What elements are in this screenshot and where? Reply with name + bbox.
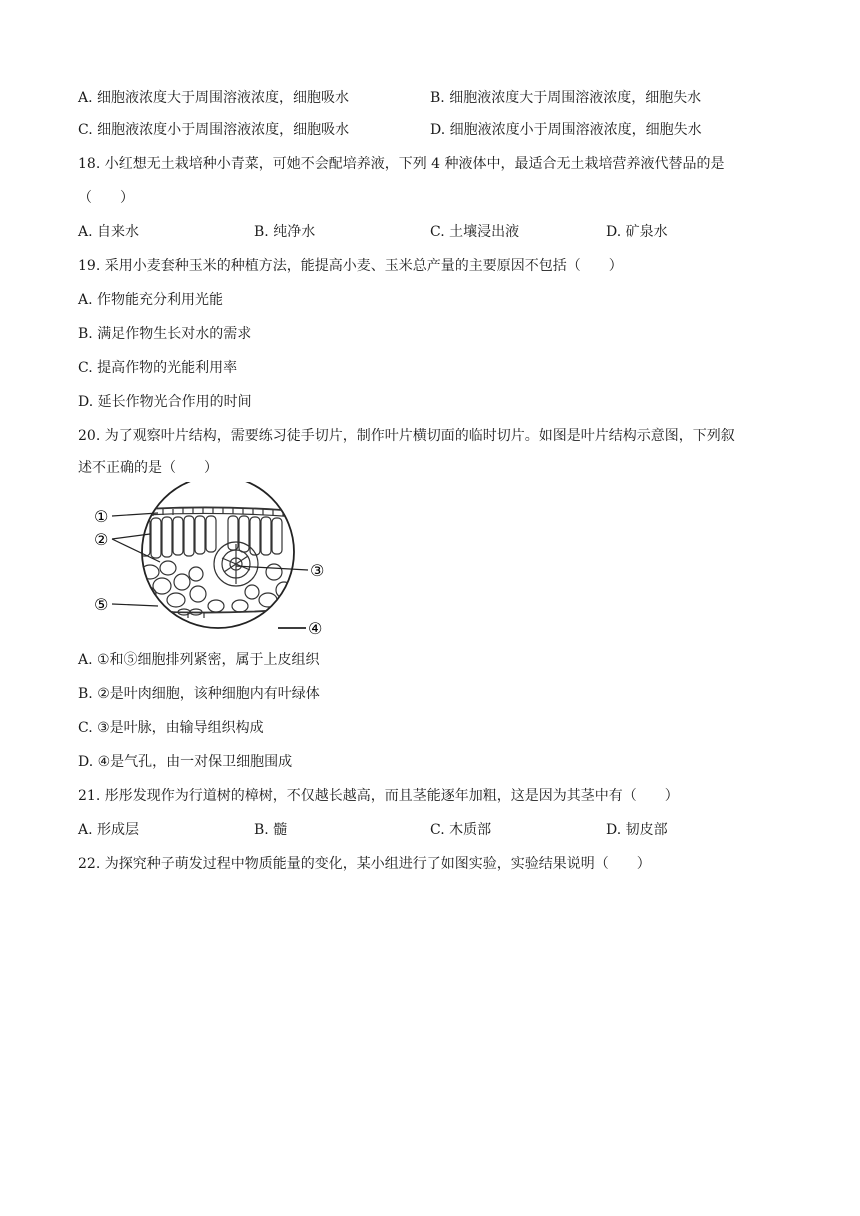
q19-stem: 19. 采用小麦套种玉米的种植方法，能提高小麦、玉米总产量的主要原因不包括（ ） <box>78 258 623 274</box>
q18-option-a: A. 自来水 <box>78 224 140 240</box>
q22-stem: 22. 为探究种子萌发过程中物质能量的变化，某小组进行了如图实验，实验结果说明（ ） <box>78 856 651 872</box>
q20-option-c: C. ③是叶脉，由输导组织构成 <box>78 720 264 736</box>
q21-option-c: C. 木质部 <box>430 822 492 838</box>
q20-stem-line2: 述不正确的是（ ） <box>78 460 218 476</box>
q21-option-b: B. 髓 <box>254 822 288 838</box>
q21-option-d: D. 韧皮部 <box>606 822 668 838</box>
q19-option-b: B. 满足作物生长对水的需求 <box>78 326 252 342</box>
q21-stem: 21. 彤彤发现作为行道树的樟树，不仅越长越高，而且茎能逐年加粗，这是因为其茎中有（ ） <box>78 788 679 804</box>
q18-paren: （ ） <box>78 190 134 206</box>
q17-option-b: B. 细胞液浓度大于周围溶液浓度，细胞失水 <box>430 90 702 106</box>
figure-label-1: ① <box>94 507 109 526</box>
q19-option-c: C. 提高作物的光能利用率 <box>78 360 238 376</box>
leaf-structure-figure <box>88 482 338 640</box>
q20-stem-line1: 20. 为了观察叶片结构，需要练习徒手切片，制作叶片横切面的临时切片。如图是叶片结构示意图，下列叙 <box>78 428 735 444</box>
q17-option-a: A. 细胞液浓度大于周围溶液浓度，细胞吸水 <box>78 90 350 106</box>
q20-option-a: A. ①和⑤细胞排列紧密，属于上皮组织 <box>78 652 320 668</box>
q20-option-b: B. ②是叶肉细胞，该种细胞内有叶绿体 <box>78 686 320 702</box>
q18-option-b: B. 纯净水 <box>254 224 316 240</box>
q19-option-d: D. 延长作物光合作用的时间 <box>78 394 252 410</box>
q19-option-a: A. 作物能充分利用光能 <box>78 292 224 308</box>
figure-label-4: ④ <box>308 619 323 638</box>
q18-option-c: C. 土壤浸出液 <box>430 224 520 240</box>
q18-stem: 18. 小红想无土栽培种小青菜，可她不会配培养液，下列 4 种液体中，最适合无土栽培营养液代替品的是 <box>78 156 725 172</box>
leaf-cross-section-diagram <box>88 482 338 640</box>
figure-label-3: ③ <box>310 561 325 580</box>
q17-option-c: C. 细胞液浓度小于周围溶液浓度，细胞吸水 <box>78 122 350 138</box>
q18-option-d: D. 矿泉水 <box>606 224 668 240</box>
figure-label-5: ⑤ <box>94 595 109 614</box>
figure-label-2: ② <box>94 530 109 549</box>
q17-option-d: D. 细胞液浓度小于周围溶液浓度，细胞失水 <box>430 122 702 138</box>
q20-option-d: D. ④是气孔，由一对保卫细胞围成 <box>78 754 293 770</box>
q21-option-a: A. 形成层 <box>78 822 140 838</box>
